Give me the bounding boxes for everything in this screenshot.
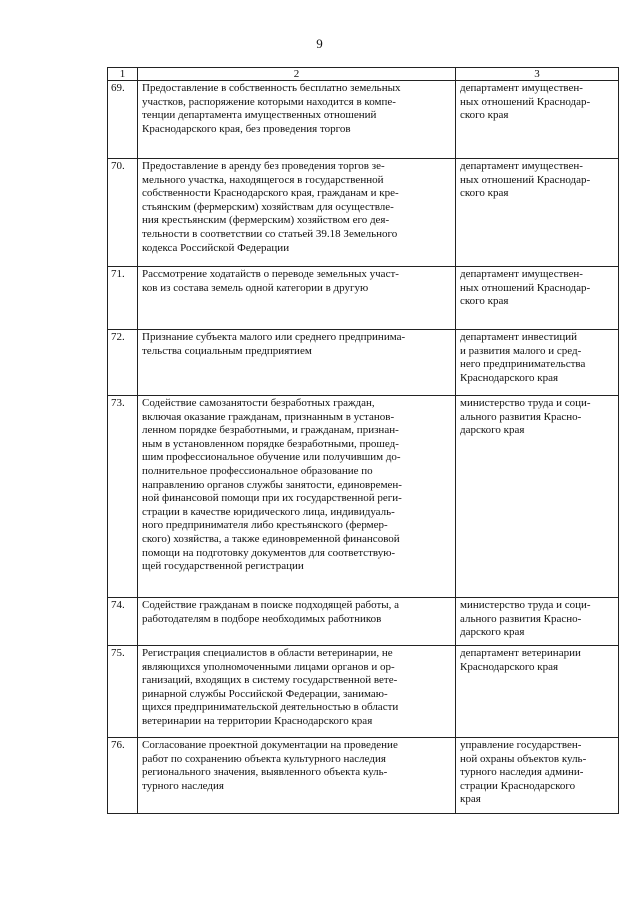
table-row <box>108 267 619 330</box>
page-number: 9 <box>316 36 323 51</box>
service-name: Согласование проектной документации на проведение работ по сохранению объекта культурного наследия регионального значения, выявленного объекта куль- турного наследия <box>138 738 456 814</box>
row-number: 76. <box>108 738 138 814</box>
service-name: Рассмотрение ходатайств о переводе земельных участ- ков из состава земель одной категории в другую <box>138 267 456 330</box>
row-number: 70. <box>108 159 138 267</box>
service-name: Регистрация специалистов в области ветеринарии, не являющихся уполномоченными лицами органов и ор- ганизаций, входящих в систему государственной вете- ринарной службы Российской Федерации, занимаю- щихся предпринимательской деятельностью в области ветеринарии на территории Краснодарского края <box>138 646 456 738</box>
responsible-agency: департамент имуществен- ных отношений Краснодар- ского края <box>456 267 619 330</box>
table-row <box>108 81 619 159</box>
column-number-2: 2 <box>138 68 456 81</box>
responsible-agency: департамент ветеринарии Краснодарского края <box>456 646 619 738</box>
responsible-agency: министерство труда и соци- ального развития Красно- дарского края <box>456 598 619 646</box>
column-number-1: 1 <box>108 68 138 81</box>
row-number: 72. <box>108 330 138 396</box>
table-row <box>108 159 619 267</box>
column-number-row <box>108 68 619 81</box>
row-number: 71. <box>108 267 138 330</box>
responsible-agency: министерство труда и соци- ального развития Красно- дарского края <box>456 396 619 598</box>
row-number: 75. <box>108 646 138 738</box>
responsible-agency: управление государствен- ной охраны объектов куль- турного наследия админи- страции Краснодарского края <box>456 738 619 814</box>
service-name: Содействие гражданам в поиске подходящей работы, а работодателям в подборе необходимых работников <box>138 598 456 646</box>
responsible-agency: департамент инвестиций и развития малого и сред- него предпринимательства Краснодарского края <box>456 330 619 396</box>
table-row <box>108 396 619 598</box>
row-number: 69. <box>108 81 138 159</box>
column-number-3: 3 <box>456 68 619 81</box>
responsible-agency: департамент имуществен- ных отношений Краснодар- ского края <box>456 81 619 159</box>
table-row <box>108 738 619 814</box>
service-name: Содействие самозанятости безработных граждан, включая оказание гражданам, признанным в установ- ленном порядке безработными, и гражданам, признан- ным в установленном порядке безработными, прошед- шим профессиональное обучение или получившим до- полнительное профессиональное образование по направлению органов службы занятости, единовремен- ной финансовой помощи при их государственной реги- страции в качестве юридического лица, индивидуаль- ного предпринимателя либо крестьянского (фермер- ского) хозяйства, а также единовременной финансовой помощи на подготовку документов для соответствую- щей государственной регистрации <box>138 396 456 598</box>
service-name: Признание субъекта малого или среднего предпринима- тельства социальным предприятием <box>138 330 456 396</box>
row-number: 73. <box>108 396 138 598</box>
row-number: 74. <box>108 598 138 646</box>
table-row <box>108 330 619 396</box>
service-name: Предоставление в собственность бесплатно земельных участков, распоряжение которыми находится в компе- тенции департамента имущественных отношений Краснодарского края, без проведения торгов <box>138 81 456 159</box>
table-row <box>108 646 619 738</box>
responsible-agency: департамент имуществен- ных отношений Краснодар- ского края <box>456 159 619 267</box>
services-table <box>107 67 619 814</box>
table-row <box>108 598 619 646</box>
service-name: Предоставление в аренду без проведения торгов зе- мельного участка, находящегося в государственной собственности Краснодарского края, гражданам и кре- стьянским (фермерским) хозяйствам для осуществле- ния крестьянским (фермерским) хозяйством его дея- тельности в соответствии со статьей 39.18 Земельного кодекса Российской Федерации <box>138 159 456 267</box>
